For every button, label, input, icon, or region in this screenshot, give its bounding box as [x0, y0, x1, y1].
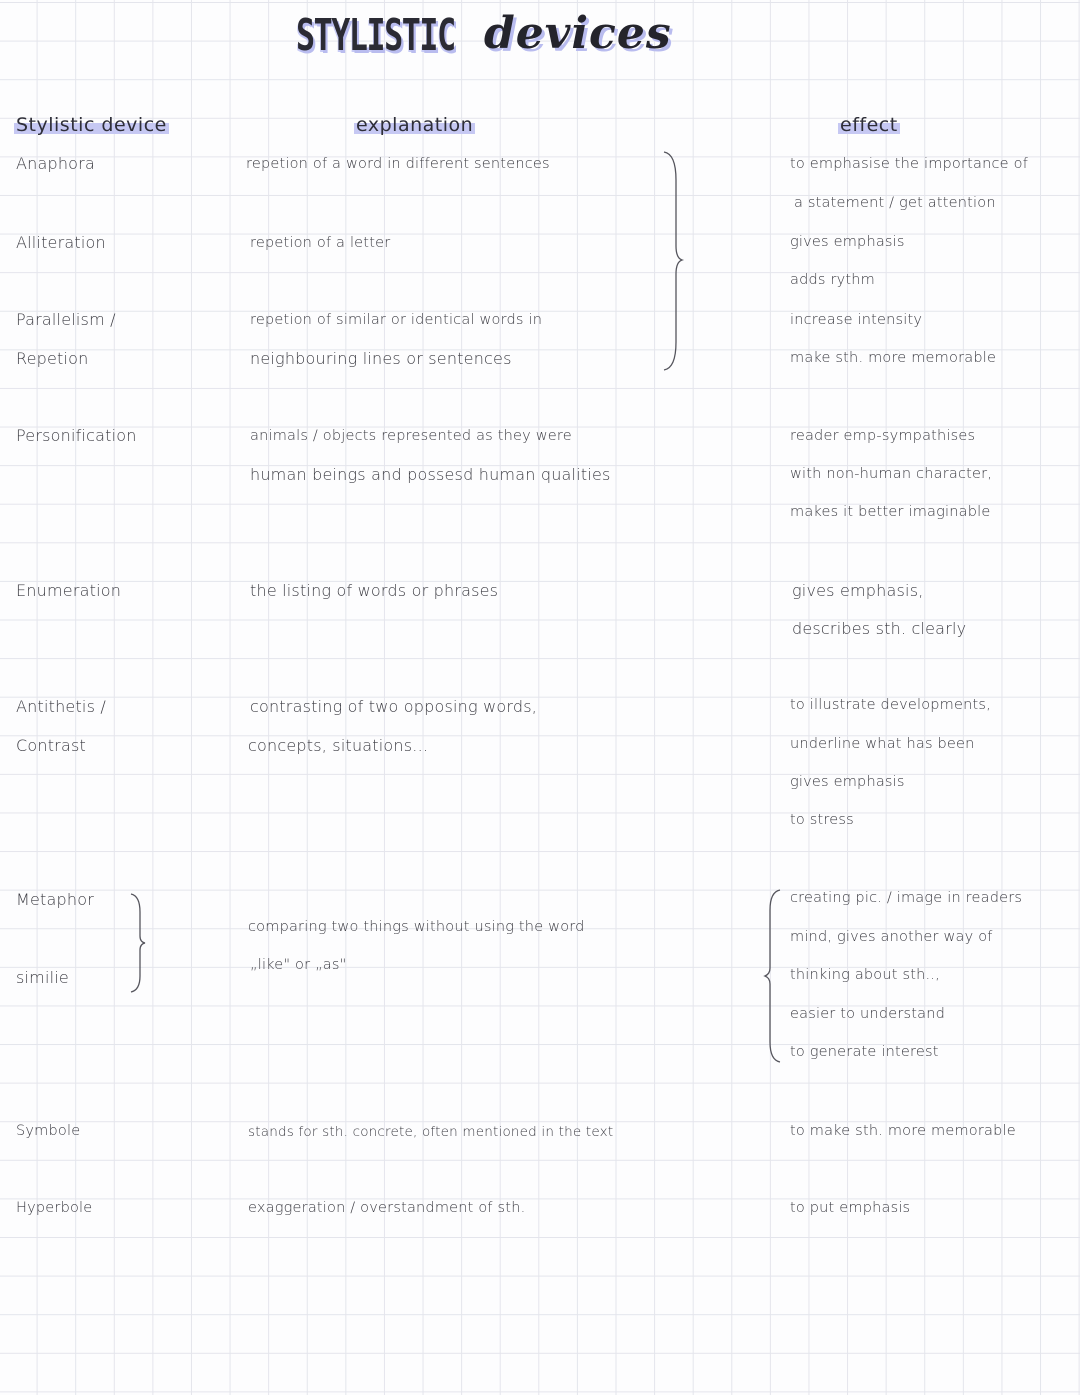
explanation-metaphor-1: comparing two things without using the word — [248, 919, 585, 935]
device-personification: Personification — [16, 426, 137, 445]
effect-enumeration-2: describes sth. clearly — [792, 619, 967, 638]
device-parallelism-2: Repetion — [16, 349, 89, 368]
effect-enumeration-1: gives emphasis, — [792, 581, 924, 600]
explanation-antithesis-1: contrasting of two opposing words, — [250, 697, 538, 716]
effect-personification-1: reader emp-sympathises — [790, 428, 976, 444]
right-brace-metaphor-group — [128, 892, 150, 994]
header-explanation: explanation — [356, 114, 474, 136]
effect-metaphor-2: mind, gives another way of — [790, 929, 993, 945]
effect-metaphor-5: to generate interest — [790, 1044, 939, 1060]
header-effect: effect — [840, 114, 898, 136]
device-antithesis-2: Contrast — [16, 736, 86, 755]
effect-antithesis-2: underline what has been — [790, 736, 975, 752]
explanation-anaphora: repetion of a word in different sentences — [246, 156, 550, 172]
device-hyperbole: Hyperbole — [16, 1200, 93, 1216]
effect-personification-2: with non-human character, — [790, 466, 993, 482]
device-alliteration: Alliteration — [16, 233, 106, 252]
explanation-antithesis-2: concepts, situations... — [248, 736, 429, 755]
effect-metaphor-4: easier to understand — [790, 1006, 946, 1022]
effect-metaphor-3: thinking about sth.., — [790, 967, 940, 983]
effect-anaphora-2: a statement / get attention — [794, 195, 996, 211]
explanation-personification-1: animals / objects represented as they were — [250, 428, 572, 444]
effect-antithesis-3: gives emphasis — [790, 774, 905, 790]
explanation-metaphor-2: „like" or „as" — [250, 957, 347, 973]
effect-metaphor-1: creating pic. / image in readers — [790, 890, 1023, 906]
device-antithesis-1: Antithetis / — [16, 697, 106, 716]
explanation-parallelism-1: repetion of similar or identical words in — [250, 312, 543, 328]
effect-parallelism-2: make sth. more memorable — [790, 350, 997, 366]
explanation-symbole: stands for sth. concrete, often mentioned in the text — [248, 1124, 614, 1140]
effect-hyperbole: to put emphasis — [790, 1200, 911, 1216]
effect-antithesis-4: to stress — [790, 812, 854, 828]
effect-symbole: to make sth. more memorable — [790, 1123, 1016, 1139]
page-title-stylistic: STYLISTIC — [296, 10, 455, 61]
explanation-alliteration: repetion of a letter — [250, 235, 391, 251]
effect-alliteration-1: gives emphasis — [790, 234, 905, 250]
effect-alliteration-2: adds rythm — [790, 272, 875, 288]
explanation-hyperbole: exaggeration / overstandment of sth. — [248, 1200, 526, 1216]
explanation-enumeration: the listing of words or phrases — [250, 581, 499, 600]
device-anaphora: Anaphora — [16, 154, 95, 173]
explanation-personification-2: human beings and possesd human qualities — [250, 465, 611, 484]
effect-antithesis-1: to illustrate developments, — [790, 697, 991, 713]
right-brace-repetition-group — [660, 150, 690, 372]
device-enumeration: Enumeration — [16, 581, 122, 600]
device-parallelism-1: Parallelism / — [16, 310, 116, 329]
effect-anaphora-1: to emphasise the importance of — [790, 156, 1028, 172]
page-title-devices: devices — [484, 8, 672, 59]
left-brace-metaphor-effect — [762, 888, 784, 1064]
effect-personification-3: makes it better imaginable — [790, 504, 991, 520]
device-similie: similie — [16, 968, 69, 987]
explanation-parallelism-2: neighbouring lines or sentences — [250, 349, 512, 368]
device-metaphor: Metaphor — [16, 890, 94, 909]
device-symbole: Symbole — [16, 1123, 81, 1139]
header-stylistic-device: Stylistic device — [16, 114, 167, 136]
effect-parallelism-1: increase intensity — [790, 312, 923, 328]
